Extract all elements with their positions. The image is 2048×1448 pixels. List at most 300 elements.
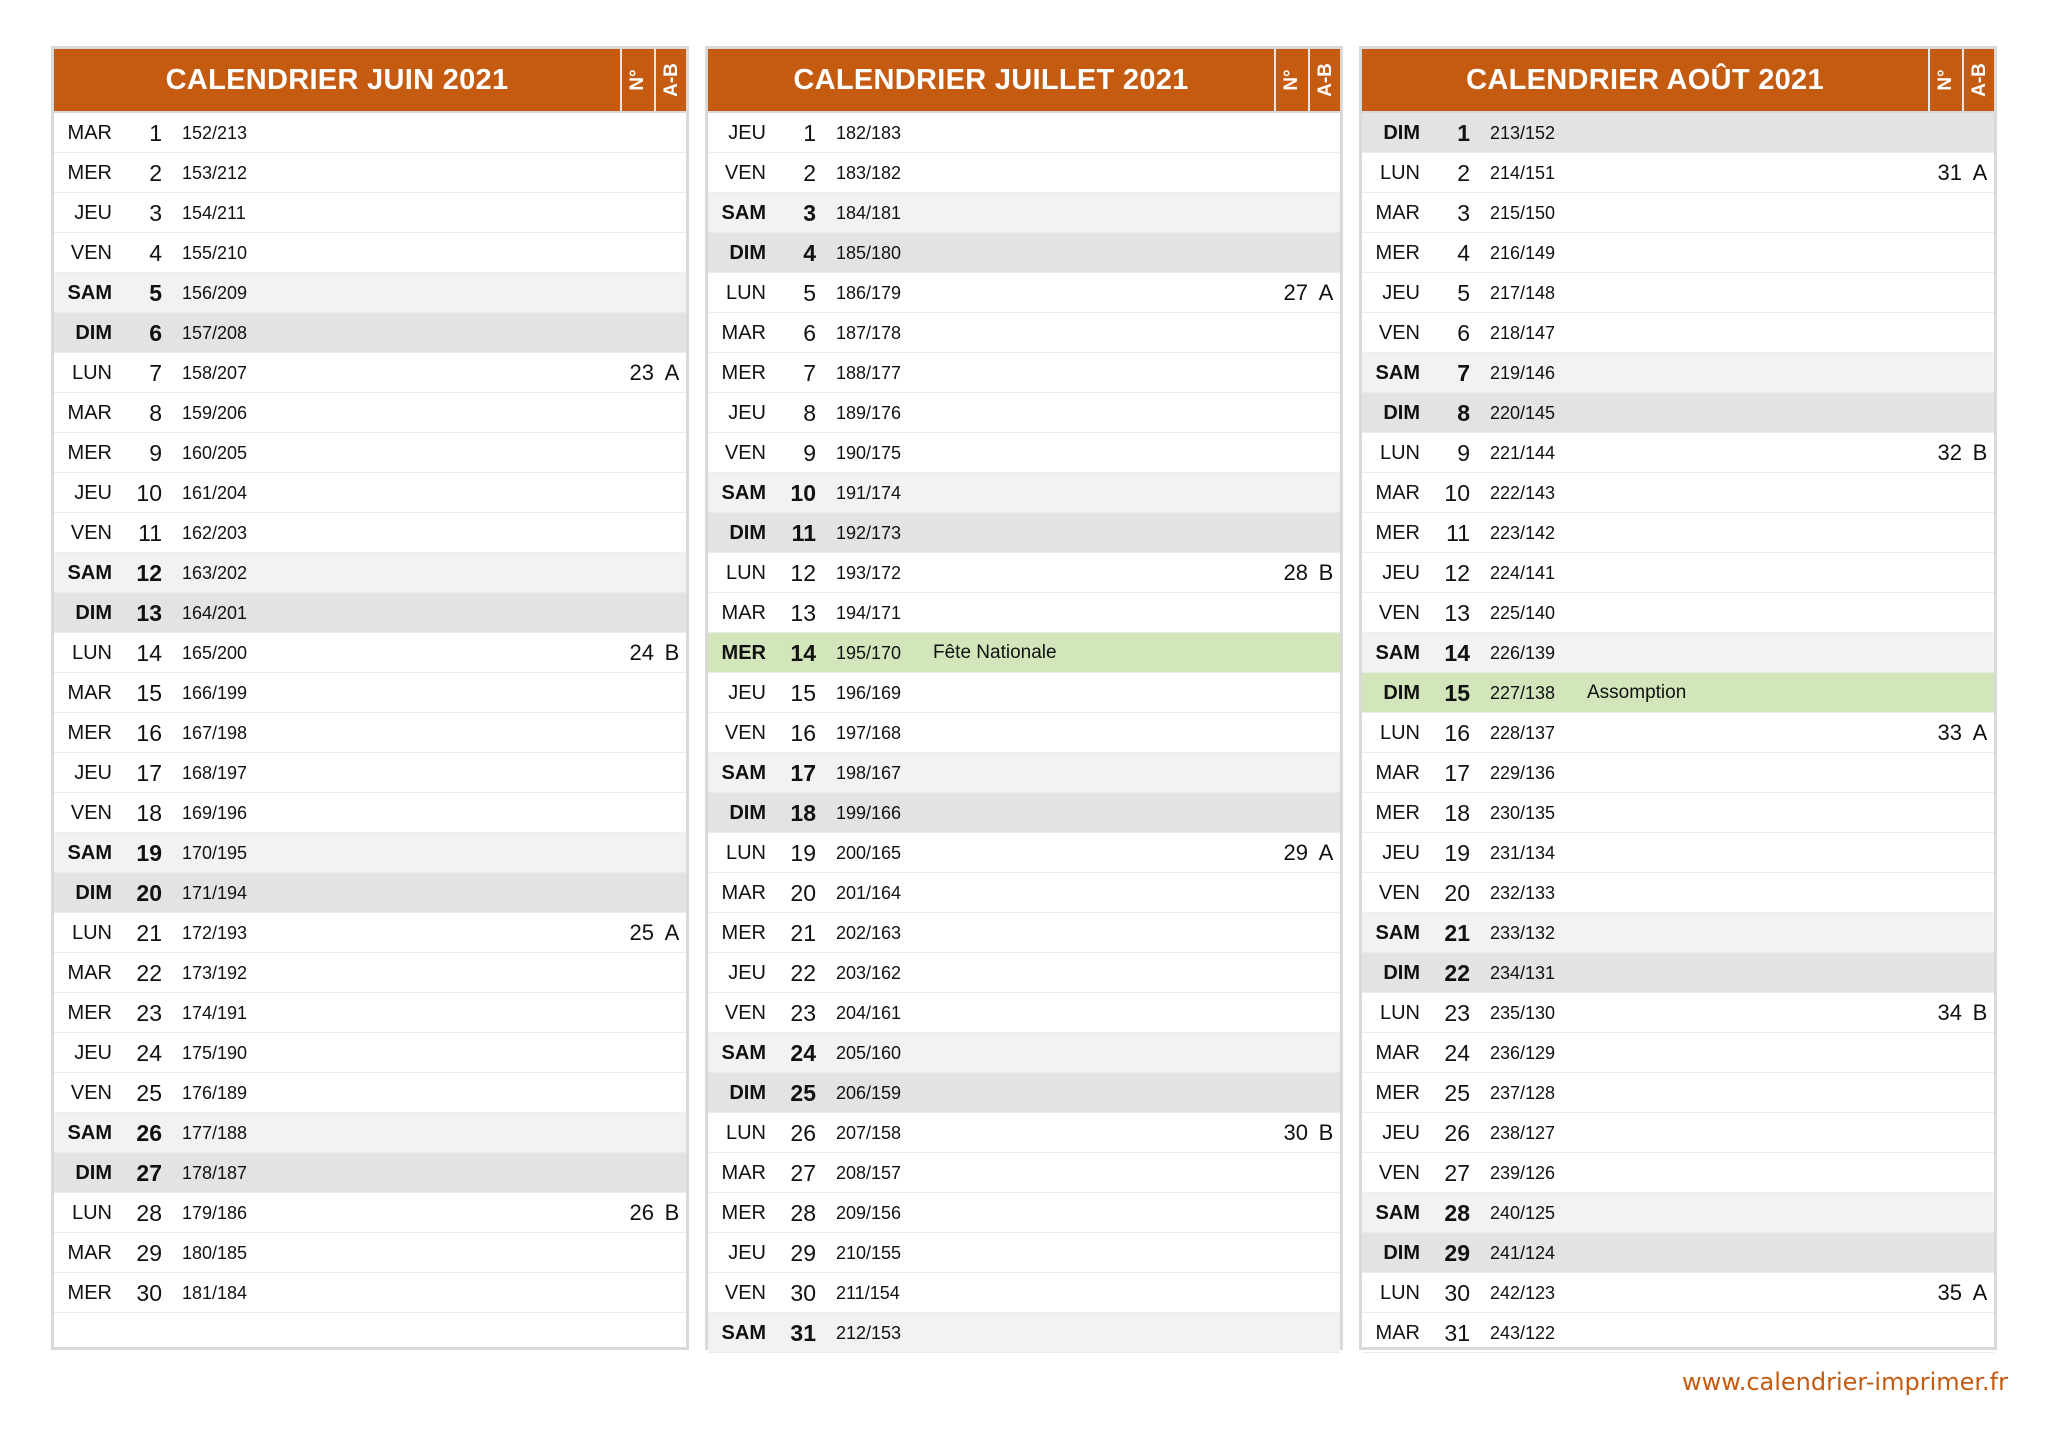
day-of-year: 223/142: [1490, 523, 1556, 543]
day-of-year: 219/146: [1490, 363, 1556, 383]
day-row: [54, 1153, 686, 1193]
day-number: 2: [1457, 160, 1470, 186]
week-number-column-header: N°: [620, 49, 654, 111]
day-number: 29: [790, 1240, 816, 1266]
day-row: [1362, 1153, 1994, 1193]
day-row: [1362, 913, 1994, 953]
day-number: 13: [136, 600, 162, 626]
day-number: 26: [136, 1120, 162, 1146]
week-number-column-header: N°: [1274, 49, 1308, 111]
day-of-week: MAR: [67, 962, 112, 984]
day-row: [708, 1233, 1340, 1273]
day-of-week: LUN: [71, 642, 112, 664]
day-of-week: LUN: [725, 1122, 766, 1144]
week-ab: B: [1972, 440, 1988, 465]
day-of-week: SAM: [67, 1122, 112, 1144]
day-row: [54, 633, 686, 673]
day-of-year: 164/201: [182, 603, 248, 623]
day-number: 7: [1457, 360, 1470, 386]
day-of-year: 173/192: [182, 963, 248, 983]
day-number: 20: [1444, 880, 1470, 906]
day-number: 12: [1444, 560, 1470, 586]
day-row: [54, 993, 686, 1033]
day-of-week: MAR: [1375, 1042, 1420, 1064]
day-number: 11: [791, 520, 816, 546]
day-number: 1: [1457, 120, 1470, 146]
day-of-week: JEU: [74, 482, 112, 504]
day-number: 14: [136, 640, 162, 666]
day-number: 3: [149, 200, 162, 226]
day-of-year: 208/157: [836, 1163, 902, 1183]
day-row: [1362, 593, 1994, 633]
day-of-week: JEU: [728, 402, 766, 424]
day-of-year: 174/191: [182, 1003, 248, 1023]
day-row: [54, 713, 686, 753]
day-of-week: DIM: [729, 242, 766, 264]
day-of-year: 155/210: [182, 243, 248, 263]
day-row: [54, 753, 686, 793]
day-of-year: 229/136: [1490, 763, 1556, 783]
week-ab: A: [664, 920, 680, 945]
day-of-year: 191/174: [836, 483, 902, 503]
day-of-year: 193/172: [836, 563, 902, 583]
day-row: [708, 353, 1340, 393]
day-of-week: SAM: [1375, 1202, 1420, 1224]
day-of-year: 216/149: [1490, 243, 1556, 263]
day-of-year: 197/168: [836, 723, 902, 743]
day-number: 14: [1444, 640, 1470, 666]
day-of-week: VEN: [724, 1282, 766, 1304]
day-row: [1362, 473, 1994, 513]
day-row: [1362, 153, 1994, 193]
ab-column-header: A-B: [1962, 49, 1996, 111]
day-of-year: 236/129: [1490, 1043, 1556, 1063]
day-row: [54, 273, 686, 313]
week-ab: B: [1318, 1120, 1334, 1145]
day-row: [54, 793, 686, 833]
day-of-year: 169/196: [182, 803, 248, 823]
day-of-week: JEU: [728, 682, 766, 704]
month-title: CALENDRIER AOÛT 2021: [1466, 64, 1824, 96]
day-row: [1362, 673, 1994, 713]
week-number: 27: [1283, 280, 1308, 305]
day-of-week: SAM: [721, 482, 766, 504]
day-row: [708, 1113, 1340, 1153]
day-of-year: 233/132: [1490, 923, 1556, 943]
day-row: [1362, 1113, 1994, 1153]
day-of-week: DIM: [1383, 122, 1420, 144]
day-of-year: 157/208: [182, 323, 248, 343]
month-title: CALENDRIER JUIN 2021: [165, 64, 509, 96]
day-row: [1362, 1033, 1994, 1073]
day-of-year: 152/213: [182, 123, 248, 143]
day-of-week: DIM: [75, 322, 112, 344]
day-of-year: 227/138: [1490, 683, 1556, 703]
day-row: [1362, 713, 1994, 753]
day-number: 1: [803, 120, 816, 146]
day-number: 19: [790, 840, 816, 866]
day-of-week: DIM: [1383, 402, 1420, 424]
day-of-week: LUN: [1379, 1002, 1420, 1024]
day-of-week: SAM: [721, 762, 766, 784]
day-number: 5: [149, 280, 162, 306]
day-list: [1362, 113, 1994, 1353]
week-number: 29: [1283, 840, 1308, 865]
day-of-week: MAR: [1375, 202, 1420, 224]
day-of-year: 180/185: [182, 1243, 248, 1263]
day-of-week: SAM: [67, 842, 112, 864]
day-of-week: LUN: [71, 922, 112, 944]
day-of-week: LUN: [1379, 1282, 1420, 1304]
day-of-week: MER: [67, 722, 112, 744]
day-of-year: 167/198: [182, 723, 248, 743]
day-number: 2: [803, 160, 816, 186]
day-of-year: 192/173: [836, 523, 902, 543]
day-number: 10: [136, 480, 162, 506]
day-of-week: JEU: [728, 122, 766, 144]
day-of-week: VEN: [1378, 882, 1420, 904]
day-of-year: 204/161: [836, 1003, 902, 1023]
day-number: 31: [790, 1320, 816, 1346]
day-number: 29: [136, 1240, 162, 1266]
day-row: [708, 1033, 1340, 1073]
day-of-year: 162/203: [182, 523, 248, 543]
day-row: [708, 273, 1340, 313]
day-of-week: VEN: [70, 242, 112, 264]
day-number: 15: [790, 680, 816, 706]
day-row: [708, 513, 1340, 553]
day-number: 11: [1446, 520, 1470, 546]
day-number: 23: [136, 1000, 162, 1026]
day-row: [1362, 753, 1994, 793]
day-row: [1362, 193, 1994, 233]
day-of-year: 215/150: [1490, 203, 1556, 223]
day-of-year: 189/176: [836, 403, 902, 423]
day-of-year: 225/140: [1490, 603, 1556, 623]
day-number: 23: [1444, 1000, 1470, 1026]
day-row: [708, 673, 1340, 713]
month-header: [54, 49, 686, 113]
day-of-week: SAM: [1375, 362, 1420, 384]
day-list: [54, 113, 686, 1313]
day-number: 23: [790, 1000, 816, 1026]
day-of-week: MER: [67, 1002, 112, 1024]
day-number: 25: [790, 1080, 816, 1106]
day-number: 12: [136, 560, 162, 586]
day-of-week: SAM: [721, 1322, 766, 1344]
day-of-year: 220/145: [1490, 403, 1556, 423]
ab-column-header: A-B: [654, 49, 688, 111]
day-number: 30: [1444, 1280, 1470, 1306]
day-of-week: DIM: [729, 522, 766, 544]
day-of-year: 235/130: [1490, 1003, 1556, 1023]
month-panel-august: [1359, 46, 1997, 1350]
day-of-year: 226/139: [1490, 643, 1556, 663]
day-of-week: VEN: [724, 1002, 766, 1024]
day-row: [1362, 793, 1994, 833]
day-number: 1: [149, 120, 162, 146]
week-ab: A: [664, 360, 680, 385]
day-number: 31: [1444, 1320, 1470, 1346]
day-number: 17: [790, 760, 816, 786]
day-number: 24: [1444, 1040, 1470, 1066]
day-row: [708, 113, 1340, 153]
day-row: [1362, 553, 1994, 593]
day-of-year: 176/189: [182, 1083, 248, 1103]
day-row: [708, 433, 1340, 473]
day-row: [54, 113, 686, 153]
day-row: [54, 193, 686, 233]
day-row: [708, 833, 1340, 873]
day-row: [1362, 873, 1994, 913]
day-number: 9: [149, 440, 162, 466]
day-number: 16: [790, 720, 816, 746]
day-row: [54, 1073, 686, 1113]
day-of-year: 161/204: [182, 483, 248, 503]
holiday-name: Assomption: [1587, 682, 1687, 703]
day-of-year: 214/151: [1490, 163, 1556, 183]
day-of-week: LUN: [1379, 442, 1420, 464]
day-row: [1362, 1233, 1994, 1273]
day-row: [54, 833, 686, 873]
day-row: [708, 793, 1340, 833]
day-of-week: VEN: [724, 442, 766, 464]
day-of-week: MAR: [67, 1242, 112, 1264]
month-panel-july: [705, 46, 1343, 1350]
day-row: [1362, 353, 1994, 393]
day-of-week: SAM: [1375, 922, 1420, 944]
day-of-year: 213/152: [1490, 123, 1556, 143]
day-of-year: 231/134: [1490, 843, 1556, 863]
day-number: 9: [803, 440, 816, 466]
day-of-year: 183/182: [836, 163, 902, 183]
day-row: [708, 1073, 1340, 1113]
day-of-week: MER: [1375, 802, 1420, 824]
day-of-week: JEU: [1382, 282, 1420, 304]
week-number: 23: [629, 360, 654, 385]
day-of-week: VEN: [70, 802, 112, 824]
day-of-year: 190/175: [836, 443, 902, 463]
day-of-week: MAR: [721, 882, 766, 904]
week-ab: A: [1972, 160, 1988, 185]
day-of-week: MAR: [1375, 482, 1420, 504]
day-of-year: 188/177: [836, 363, 902, 383]
day-of-week: JEU: [74, 202, 112, 224]
day-of-week: DIM: [729, 802, 766, 824]
day-of-year: 158/207: [182, 363, 248, 383]
day-number: 27: [1444, 1160, 1470, 1186]
day-of-year: 182/183: [836, 123, 902, 143]
day-of-year: 194/171: [836, 603, 902, 623]
day-of-year: 234/131: [1490, 963, 1556, 983]
day-of-week: MAR: [1375, 762, 1420, 784]
day-of-week: JEU: [1382, 562, 1420, 584]
day-of-week: LUN: [1379, 722, 1420, 744]
day-row: [1362, 313, 1994, 353]
day-of-week: LUN: [71, 362, 112, 384]
day-of-week: VEN: [724, 722, 766, 744]
day-of-week: LUN: [71, 1202, 112, 1224]
day-list: [708, 113, 1340, 1353]
week-number-column-header: N°: [1928, 49, 1962, 111]
day-of-year: 210/155: [836, 1243, 902, 1263]
day-of-year: 196/169: [836, 683, 902, 703]
day-of-week: MAR: [1375, 1322, 1420, 1344]
month-header: [708, 49, 1340, 113]
day-row: [1362, 1273, 1994, 1313]
day-of-year: 163/202: [182, 563, 248, 583]
day-of-year: 172/193: [182, 923, 248, 943]
day-row: [1362, 833, 1994, 873]
day-of-year: 230/135: [1490, 803, 1556, 823]
day-of-week: MER: [721, 1202, 766, 1224]
day-of-year: 154/211: [182, 203, 246, 223]
day-number: 9: [1457, 440, 1470, 466]
day-number: 20: [136, 880, 162, 906]
month-header: [1362, 49, 1994, 113]
day-number: 4: [1457, 240, 1470, 266]
day-number: 15: [1444, 680, 1470, 706]
day-number: 18: [790, 800, 816, 826]
week-number: 34: [1937, 1000, 1962, 1025]
day-number: 10: [1444, 480, 1470, 506]
day-of-week: MER: [67, 1282, 112, 1304]
day-row: [708, 593, 1340, 633]
day-number: 24: [136, 1040, 162, 1066]
day-of-week: MER: [1375, 1082, 1420, 1104]
day-number: 21: [1444, 920, 1470, 946]
day-of-year: 156/209: [182, 283, 248, 303]
day-number: 22: [1444, 960, 1470, 986]
week-ab: A: [1318, 280, 1334, 305]
day-of-year: 186/179: [836, 283, 902, 303]
week-number: 24: [629, 640, 654, 665]
website-link[interactable]: www.calendrier-imprimer.fr: [1682, 1368, 2008, 1396]
day-number: 3: [1457, 200, 1470, 226]
day-of-year: 168/197: [182, 763, 248, 783]
day-row: [708, 553, 1340, 593]
day-number: 22: [790, 960, 816, 986]
day-number: 21: [136, 920, 162, 946]
day-of-year: 195/170: [836, 643, 902, 663]
week-number: 32: [1937, 440, 1962, 465]
day-row: [1362, 113, 1994, 153]
day-number: 17: [136, 760, 162, 786]
week-ab: B: [664, 640, 680, 665]
day-of-year: 228/137: [1490, 723, 1556, 743]
day-of-year: 243/122: [1490, 1323, 1556, 1343]
day-number: 27: [790, 1160, 816, 1186]
day-of-week: SAM: [67, 282, 112, 304]
day-number: 19: [1444, 840, 1470, 866]
day-number: 5: [803, 280, 816, 306]
day-of-year: 203/162: [836, 963, 902, 983]
day-row: [1362, 433, 1994, 473]
day-number: 25: [1444, 1080, 1470, 1106]
day-of-year: 185/180: [836, 243, 902, 263]
day-row: [54, 153, 686, 193]
day-of-year: 178/187: [182, 1163, 248, 1183]
day-number: 8: [803, 400, 816, 426]
month-title: CALENDRIER JUILLET 2021: [793, 64, 1189, 96]
day-number: 25: [136, 1080, 162, 1106]
day-number: 8: [149, 400, 162, 426]
day-number: 28: [790, 1200, 816, 1226]
week-number: 31: [1937, 160, 1962, 185]
day-number: 26: [1444, 1120, 1470, 1146]
day-of-year: 159/206: [182, 403, 248, 423]
day-of-year: 171/194: [182, 883, 248, 903]
day-row: [1362, 233, 1994, 273]
day-row: [708, 1313, 1340, 1353]
day-row: [54, 313, 686, 353]
day-of-year: 232/133: [1490, 883, 1556, 903]
day-number: 5: [1457, 280, 1470, 306]
day-of-year: 242/123: [1490, 1283, 1556, 1303]
day-of-week: JEU: [74, 762, 112, 784]
day-of-week: JEU: [728, 962, 766, 984]
day-row: [54, 1193, 686, 1233]
day-of-week: MAR: [721, 602, 766, 624]
day-of-year: 165/200: [182, 643, 248, 663]
day-of-year: 199/166: [836, 803, 902, 823]
day-row: [54, 593, 686, 633]
day-number: 7: [149, 360, 162, 386]
day-of-week: MER: [67, 442, 112, 464]
week-ab: A: [1972, 1280, 1988, 1305]
week-ab: B: [1318, 560, 1334, 585]
day-row: [708, 393, 1340, 433]
day-number: 6: [1457, 320, 1470, 346]
day-row: [708, 1153, 1340, 1193]
day-number: 30: [136, 1280, 162, 1306]
day-number: 3: [803, 200, 816, 226]
day-row: [708, 153, 1340, 193]
day-row: [54, 353, 686, 393]
day-of-year: 209/156: [836, 1203, 902, 1223]
day-of-year: 160/205: [182, 443, 248, 463]
day-number: 14: [790, 640, 816, 666]
day-of-week: VEN: [1378, 322, 1420, 344]
day-of-week: SAM: [67, 562, 112, 584]
day-of-week: VEN: [70, 1082, 112, 1104]
day-of-year: 240/125: [1490, 1203, 1556, 1223]
day-of-year: 239/126: [1490, 1163, 1556, 1183]
day-of-week: LUN: [1379, 162, 1420, 184]
day-row: [54, 1033, 686, 1073]
day-of-year: 153/212: [182, 163, 248, 183]
day-of-week: SAM: [721, 1042, 766, 1064]
day-of-week: DIM: [1383, 682, 1420, 704]
day-number: 19: [136, 840, 162, 866]
day-of-year: 206/159: [836, 1083, 902, 1103]
day-of-week: VEN: [1378, 602, 1420, 624]
day-of-week: VEN: [724, 162, 766, 184]
day-of-year: 184/181: [836, 203, 902, 223]
day-row: [1362, 953, 1994, 993]
day-number: 11: [138, 520, 162, 546]
day-row: [54, 553, 686, 593]
day-of-year: 218/147: [1490, 323, 1556, 343]
day-of-year: 198/167: [836, 763, 902, 783]
week-number: 25: [629, 920, 654, 945]
day-number: 7: [803, 360, 816, 386]
day-number: 6: [149, 320, 162, 346]
day-row: [708, 753, 1340, 793]
day-row: [708, 633, 1340, 673]
day-number: 8: [1457, 400, 1470, 426]
day-of-week: MAR: [67, 122, 112, 144]
